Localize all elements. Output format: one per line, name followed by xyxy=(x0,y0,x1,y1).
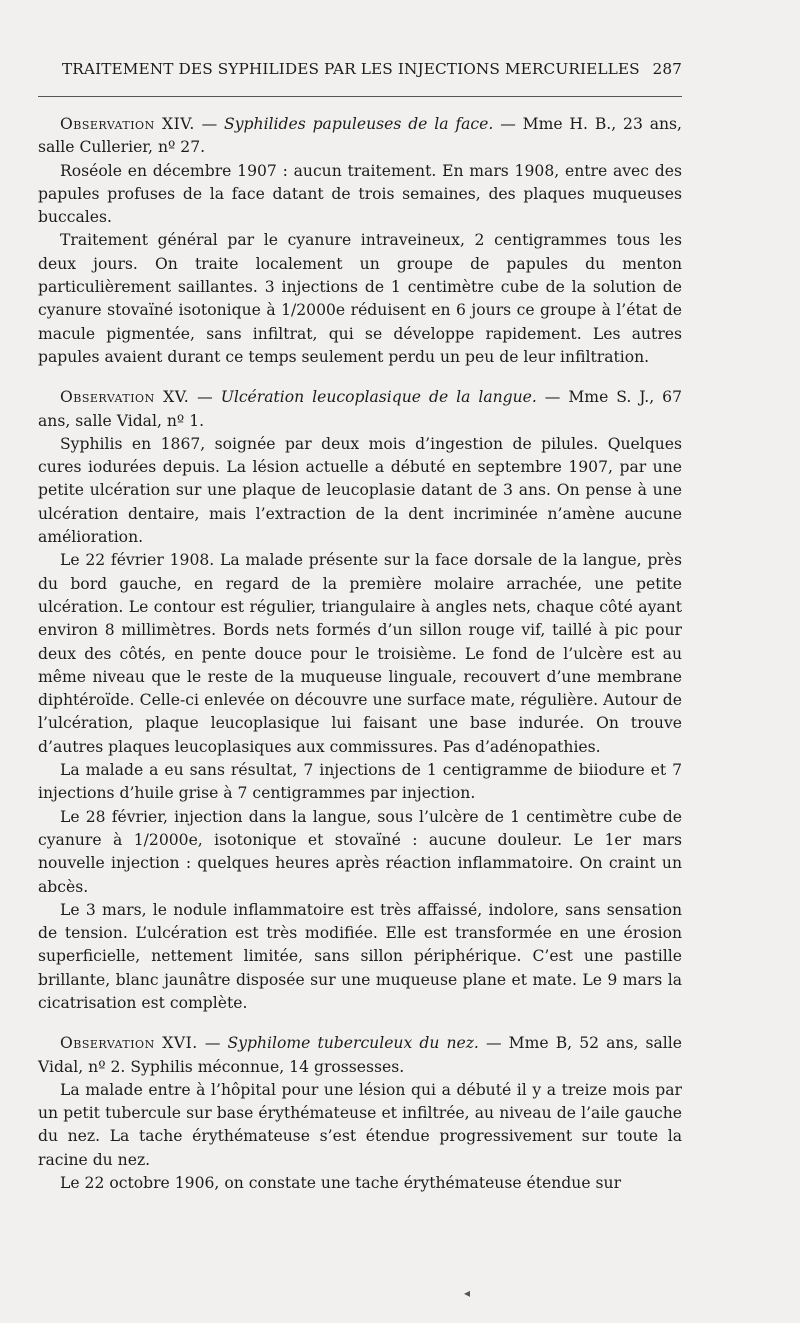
observation-patient: — Mme S. J., 67 ans, salle Vidal, nº 1. xyxy=(38,388,682,430)
observation-title: Syphilides papuleuses de la face. xyxy=(224,115,494,133)
observation-label: Observation XIV. xyxy=(60,115,195,133)
page-number: 287 xyxy=(652,60,682,78)
dash: — xyxy=(189,388,221,407)
observation-patient: — Mme B, 52 ans, salle Vidal, nº 2. Syphilis méconnue, 14 grossesses. xyxy=(38,1034,682,1076)
observation-title: Syphilome tuberculeux du nez. xyxy=(227,1034,479,1053)
paragraph: La malade a eu sans résultat, 7 injections de 1 centigramme de biiodure et 7 injections d’huile grise à 7 centigrammes par injection. xyxy=(38,761,682,803)
observation-label: Observation XVI. xyxy=(60,1034,198,1053)
observation-14-heading xyxy=(38,113,682,160)
paragraph: Le 28 février, injection dans la langue, sous l’ulcère de 1 centimètre cube de cyanure à 1/2000e, isotonique et stovaïné : aucune douleur. Le 1er mars nouvelle injection : quelques heures après réaction inflammatoire. On craint un abcès. xyxy=(38,807,682,896)
dash: — xyxy=(194,115,225,133)
paragraph: Roséole en décembre 1907 : aucun traitement. En mars 1908, entre avec des papules profuses de la face datant de trois semaines, des plaques muqueuses buccales. xyxy=(38,161,682,227)
paragraph: La malade entre à l’hôpital pour une lésion qui a débuté il y a treize mois par un petit tubercule sur base érythémateuse et infiltrée, au niveau de l’aile gauche du nez. La tache érythémateuse s’est étendue progressivement sur toute la racine du nez. xyxy=(38,1080,682,1169)
paragraph: Le 22 octobre 1906, on constate une tache érythémateuse étendue sur xyxy=(60,1174,622,1193)
paragraph: Syphilis en 1867, soignée par deux mois d’ingestion de pilules. Quelques cures iodurées depuis. La lésion actuelle a débuté en septembre 1907, par une petite ulcération sur une plaque de leucoplasie datant de 3 ans. On pense à une ulcération dentaire, mais l’extraction de la dent incriminée n’amène aucune amélioration. xyxy=(38,434,682,547)
observation-label: Observation XV. xyxy=(60,388,190,407)
running-header xyxy=(62,60,682,78)
observation-16-heading xyxy=(38,1032,682,1079)
page-body xyxy=(38,113,682,1195)
paragraph: Le 3 mars, le nodule inflammatoire est très affaissé, indolore, sans sensation de tension. L’ulcération est très modifiée. Elle est transformée en une érosion superficielle, nettement limitée, sans sillon périphérique. C’est une pastille brillante, blanc jaunâtre disposée sur une muqueuse plane et mate. Le 9 mars la cicatrisation est complète. xyxy=(38,900,682,1012)
print-mark: ◂ xyxy=(464,1286,471,1300)
observation-15-heading xyxy=(38,386,682,433)
header-rule xyxy=(38,96,682,97)
header-title: TRAITEMENT DES SYPHILIDES PAR LES INJECTIONS MERCURIELLES xyxy=(62,60,640,78)
paragraph: Le 22 février 1908. La malade présente sur la face dorsale de la langue, près du bord gauche, en regard de la première molaire arrachée, une petite ulcération. Le contour est régulier, triangulaire à angles nets, chaque côté ayant environ 8 millimètres. Bords nets formés d’un sillon rouge vif, taillé à pic pour deux des côtés, en pente douce pour le troisième. Le fond de l’ulcère est au même niveau que le reste de la muqueuse linguale, recouvert d’une membrane diphtéroïde. Celle-ci enlevée on découvre une surface mate, régulière. Autour de l’ulcération, plaque leucoplasique lui faisant une base indurée. On trouve d’autres plaques leucoplasiques aux commissures. Pas d’adénopathies. xyxy=(38,551,682,756)
paragraph: Traitement général par le cyanure intraveineux, 2 centigrammes tous les deux jours. On traite localement un groupe de papules du menton particulièrement saillantes. 3 injections de 1 centimètre cube de la solution de cyanure stovaïné isotonique à 1/2000e réduisent en 6 jours ce groupe à l’état de macule pigmentée, sans infiltrat, qui se développe rapidement. Les autres papules avaient durant ce temps seulement perdu un peu de leur infiltration. xyxy=(38,231,682,366)
observation-patient: — Mme H. B., 23 ans, salle Cullerier, nº 27. xyxy=(38,115,683,157)
observation-title: Ulcération leucoplasique de la langue. xyxy=(220,388,537,407)
dash: — xyxy=(197,1034,228,1053)
